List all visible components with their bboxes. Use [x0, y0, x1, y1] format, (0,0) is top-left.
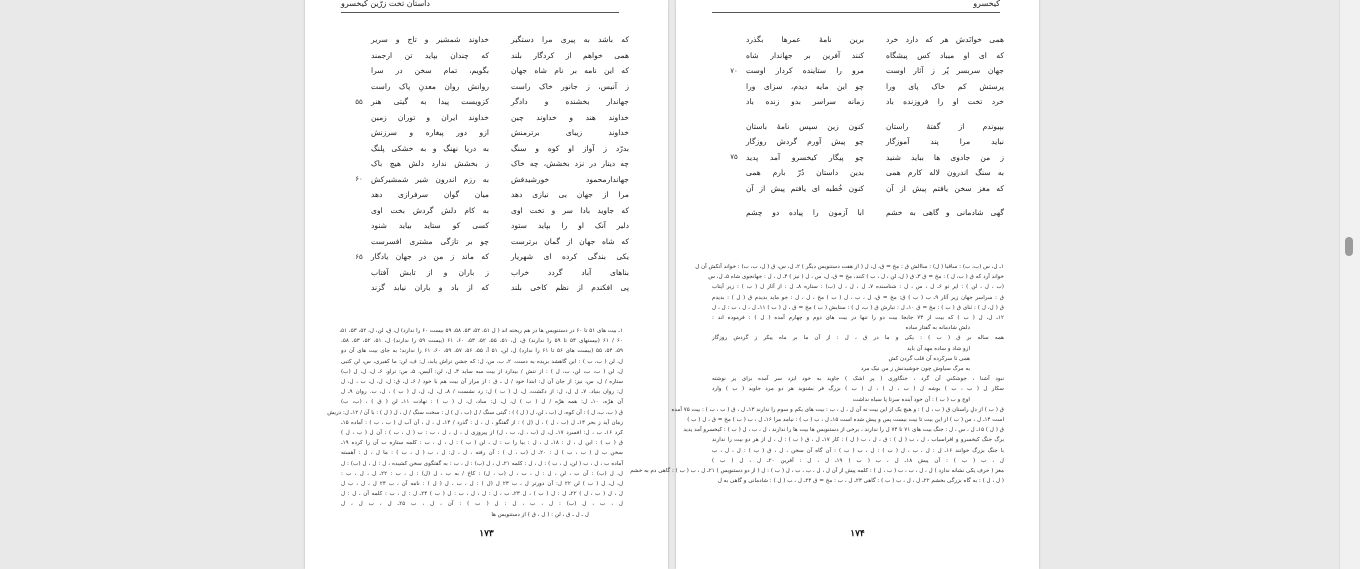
verse-row	[712, 79, 1004, 95]
verse-first-hemistich: خداوند هند و خداوند چین	[511, 112, 629, 122]
verse-row	[712, 205, 1004, 221]
verse-first-hemistich: که مغز سخن یافتم پیش از آن	[886, 183, 1004, 193]
verse-row	[712, 32, 1004, 48]
footnote-line: ل: روان بنیاد. ۷ـ ل ل، ل: از دکشت، ل، ل ( ب ) ل: رد نشست / ۸ـ ل، ل، ل، ل ( ب ) ، ل، ب. روان ۹ـ ل	[341, 389, 623, 396]
verse-first-hemistich: بدرّد ز آواز او کوه و سنگ	[511, 143, 629, 153]
footnote-line: ق ( ب ) از دلِ راستان ق ( ب ، ل ) : و هیچ یک از این بیت نه آن ل ، ل ، ب : بیت های یکم و سوم را ندارند ۱۳ـ ل ، ق ( ب ، ب ) : بیت ۷۵ آمده	[671, 406, 1004, 413]
verse-row	[339, 125, 629, 141]
verse-second-hemistich: ز باران و از تابش آفتاب	[371, 267, 489, 277]
footnote-line: خواند آرد که ق ( ب، ل ) : مخ = ق ۳ـ ق ( ل، لن ، ل ، ب ) کنند، مخ = ق، ل، س ، ل ( نیز ) ۴ـ ل ، ل : جهانجوی شاه ۵ـ ل، س	[708, 274, 1004, 281]
footnote-line: برگ جنگ کیخسرو و افراسیاب ، ل ، ب ( ل ) : ق ، ل ، ب ( ل ) : کار ۱۷ـ ل ، ق ( ب ) : ل ، ل از هر دو بیت را ندارند	[712, 437, 1005, 444]
verse-second-hemistich: که ماند ز من در جهان یادگار	[371, 252, 489, 262]
verse-first-hemistich: چه دینار در نزد بخشش، چه خاک	[511, 159, 629, 169]
page-number: ۱۷۳	[479, 529, 494, 539]
poem-verses	[712, 32, 1004, 221]
verse-second-hemistich: چو این مایه دیدم، سزای ورا	[746, 81, 864, 91]
verse-second-hemistich: خداوند شمشیر و تاج و سریر	[371, 35, 489, 45]
scrollbar-thumb[interactable]	[1345, 237, 1353, 256]
verse-row	[339, 32, 629, 48]
footnote-line: ل ، ب ، ل (ب) : ل ، ب ، ل : ل ( ب ) : آن ، ل ، ب ۲۵ـ ل ، ب ل ، ل	[341, 501, 623, 508]
verse-second-hemistich: به دریا نهنگ و به خشکی پلنگ	[371, 143, 489, 153]
footnote-line: همه ساله بر ق ( ب ) : یکی و ما در ق ، ل : از آن ما بر ماه پیکر ز گردش روزگار	[712, 335, 1004, 342]
footnote-line: با جنگ بزرگ خوانند ۱۶ـ ل : ل ، ب ، ل ( ب ) : ل ، ب ( ب ) : آن گاه آن سخن ، ل ، ق ( ب ) : ل ، ل ، ب	[712, 447, 1004, 454]
verse-second-hemistich: به رزم اندرون شیر شمشیرکش	[371, 174, 489, 184]
footnote-line: ل ، ل ( ب ، ل ) ۲۲ـ ل : ل ( ب ) ، ل ۲۳ـ ب ، ل : ل ، ل ، ب : ل ( ب ) ۲۴ـ ل : ل ، ب : کلمه آن ، ل : ل	[341, 491, 623, 498]
verse-row	[339, 110, 629, 126]
verse-first-hemistich: گهی شادمانی و گاهی به خشم	[886, 208, 1004, 218]
running-head: کیخسرو	[712, 0, 1000, 13]
verse-number: ۶۵	[355, 252, 363, 261]
verse-first-hemistich: بناهای آباد گردد خراب	[511, 267, 629, 277]
verse-first-hemistich: بپیوندم از گفتهٔ راستان	[886, 121, 1004, 131]
verse-number: ۵۵	[355, 97, 363, 106]
verse-second-hemistich: کنون خُطبه ای یافتم پیش از آن	[746, 183, 864, 193]
verse-first-hemistich: مرا از جهان بی نیازی دهد	[511, 190, 629, 200]
verse-second-hemistich: که از باد و باران نیابد گزند	[371, 283, 489, 293]
verse-first-hemistich: خداوند زیبای برترمنش	[511, 128, 629, 138]
footnote-line: ستاره / ل، س، نیز: از جان آن ل: ابتدا خود / ل ـ ق : از مرار آن بیت هم با خود / ۶ـ ل، ق: ل، ل، ل، ب ، ل، ل	[341, 379, 624, 386]
page-number: ۱۷۴	[850, 529, 865, 539]
verse-second-hemistich: برین نامهٔ عمرها بگذرد	[746, 35, 864, 45]
verse-second-hemistich: چو بر تازگی مشتری افسرست	[371, 236, 489, 246]
verse-first-hemistich: که شاه جهان از گمان برترست	[511, 236, 629, 246]
verse-second-hemistich: کنون زین سپس نامهٔ باستان	[746, 121, 864, 131]
poem-verses	[339, 32, 629, 296]
running-head: داستان تخت زرّین کیخسرو	[341, 0, 619, 13]
footnote-line: اوج و ب ( ب ) : آن خود آینده سرتا پا سیاه نداشت	[852, 396, 970, 403]
verse-first-hemistich: ز آنیس، ز جانور خاک راست	[511, 81, 629, 91]
footnote-line: نبود آشنا ، جوشکنیِ آن گرد ، جنگاوری ( پر اشک ) جاوید به خود ایزد سر آمده برای پر نوشته	[712, 376, 1004, 383]
verse-second-hemistich: روانش روان معدنِ پاک راست	[371, 81, 489, 91]
footnote-line: ل ، ب ( ب ) : آن پیش ۱۸ـ ل ، ب ( ب ) ۱۹ـ ل ، ل : آفرین ۲۰ـ ل ، ل ( ب )	[712, 457, 1004, 464]
verse-number: ۷۰	[730, 66, 738, 75]
verse-row	[339, 203, 629, 219]
footnote-line: ۵۹، ۵۴، ۵۵ (بیست های ۵۶ تا ۶۱ را ندارد) ل، لن، ۵۱ آ، ۵۵، ۵۶، ۵۷، ۵۹، ۶۰، ۶۱ را ندارند؛ به جای بیت های آن دو	[341, 348, 623, 355]
verse-first-hemistich: نباید مرا پند آموزگار	[886, 137, 1004, 147]
verse-first-hemistich: خرد تخت او را فروزنده باد	[886, 97, 1004, 107]
verse-second-hemistich: چو پیگار کیخسرو آمد پدید	[746, 152, 864, 162]
footnote-line: مغز ( حرف یکی نشانه ندارد ) ل ، ل ، ب ، ب ( ب ، ل ) : کلمه پیش از آن ل ، ل ، ب ، ب ، ل ( ب ) : ل ( از دو دستنویس ) ۲۱ـ ل ، ب ( ب ) : گاهی دم به خشم	[630, 468, 1004, 475]
verse-second-hemistich: ازو دور پیغاره و سرزنش	[371, 128, 489, 138]
footnote-line: ل، ل (ب) : آن ب ، لن ، ل : ل ، ب ، ل (ب ، ل) : کاخ / به ب ، ل (ل) : ل ، ب : ۲۲ـ ل ، ل ، ب :	[341, 470, 623, 477]
footnote-line: ق ( ب ) : این ل ، ل : ۱۸ـ ل ، ل : بیا را ب : ل ، لن ( ب ) : ل ، ل ، ب : کلمه ستاره ب آن را کرده ۱۹ـ	[341, 440, 624, 447]
footnote-line: ق ( ب، ب، ل ) : آن کوه، ل (ب ، لن، ل ( ل ) ) : گیتی سنگ / ل (ب ، ل ) ل : سخت سنگ / ل ، ل ( ل ) : با آن / ۱۲ـ ل: دریش	[327, 409, 623, 416]
verse-second-hemistich: زمانه سراسر بدو زنده باد	[746, 97, 864, 107]
verse-row	[339, 79, 629, 95]
verse-second-hemistich: مرو را ستاینده کردار اوست	[746, 66, 864, 76]
verse-row	[712, 165, 1004, 181]
footnote-line: آن هرّه، ۱۰ـ ل: همه هرّه / ل ( ب ) ل، ل، ل: ساد، ل، ل ( ب ) : نهادت ۱۱ـ لن ( ق ) ، (ب، ب)	[341, 399, 623, 406]
verse-second-hemistich: میان گوان سرفرازی دهد	[371, 190, 489, 200]
page-173	[305, 0, 668, 569]
vertical-scrollbar[interactable]	[1339, 0, 1360, 569]
verse-first-hemistich: پی افکندم از نظم کاخی بلند	[511, 283, 629, 293]
footnote-line: سکار ل ( ب ، ب ) بوشه ل ( ب ، ل ) ، ل ( ب ) بزرگ فر بشنوید هر دو مرد جاوید ( ب ) وارد	[712, 386, 1004, 393]
verse-first-hemistich: که این نامه بر نام شاه جهان	[511, 66, 629, 76]
verse-number: ۷۵	[730, 153, 738, 162]
verse-row	[339, 234, 629, 250]
verse-row	[339, 218, 629, 234]
footnote-line: همی تا سرکرده آن قلب گردن کش	[888, 355, 970, 362]
footnote-line: ۱۲ـ ل، ل ( ب ) که بیت از ۷۳ جابجا بیت دو را تنها در بیت های دوم و چهارم آمده ( ل ) : فرموده اند :	[712, 315, 1004, 322]
footnote-line: زمان آید ز بحر ۱۳ـ ل (ب ، ل ) ، ل (ل ) : از گفتگو ، ل ، ل : گذرد / ۱۴ـ ل ، ل ، آن آب ل ( ب ، ب ) : آماده ۱۵ـ	[341, 419, 623, 426]
footnote-line: ل، لن ( ب، ب، لن، ب، ل ) : از تنش / بیدارد از بیت سه ساید ۳ـ ل، لن: آلیس. ۵ـ س: تراو. ۶ـ ل، ل، ل (ب)	[341, 368, 624, 375]
verse-second-hemistich: بدین داستان دُرّ بارم همی	[746, 168, 864, 178]
footnote-line: است ۱۴ـ ل ، س ( ب ) از این بیت تا بیت بیست پس و پیش شده است ۱۵ـ ل ، ب ( ب ) : نیامد مرا ۱۶ـ ل ، ب ( ب ) مخ = ق ، ل ( ب )	[687, 417, 1004, 424]
footnotes	[327, 326, 624, 520]
verse-second-hemistich: کنند آفرین بر جهاندار شاه	[746, 50, 864, 60]
verse-first-hemistich: همی خواهم از کردگار بلند	[511, 50, 629, 60]
verse-row	[712, 63, 1004, 79]
verse-second-hemistich: خداوند ایران و توران زمین	[371, 112, 489, 122]
verse-first-hemistich: پرستش کم خاک پای ورا	[886, 81, 1004, 91]
verse-row	[339, 187, 629, 203]
footnote-line: ۱ـ ل، س (ب، ب) : ساقیا ( ل) : ساالش ق : مخ = ق، ل، ل ( از هفت دستنویس دیگر ) ۲ـ ل، س، ق ( ل، ب، ب) : خواند آنکش آن ل	[695, 264, 1004, 270]
verse-row	[339, 249, 629, 265]
verse-second-hemistich: ابا آزمون را پیاده دو چشم	[746, 208, 864, 218]
verse-row	[339, 94, 629, 110]
verse-row	[339, 156, 629, 172]
verse-first-hemistich: جهاندارمحمود خورشیدفش	[511, 174, 629, 184]
page-174	[630, 0, 1039, 569]
verse-row	[339, 280, 629, 296]
footnote-line: ازو شاد و ساده مهد آن باید	[907, 345, 970, 352]
footnote-line: ل، ل، ل ( ب ) لن ۲۲ ل: آن دورتر ل ، ب ۲۳ ل (ل ) : ل ، ب ، ل ( ل ) : نامه آن ، ب ۲۴ ل ، ل ، ب ل	[341, 481, 624, 488]
verse-second-hemistich: کزویست پیدا به گیتی هنر	[371, 97, 489, 107]
verse-row	[339, 63, 629, 79]
verse-first-hemistich: ز من جادوی ها بباید شنید	[886, 152, 1004, 162]
footnote-line: ل، لن ( ب، ب ) : این گاهشد بریده به دست. ۲ـ ب، س، ل: که جشن تراش یابد، ل: ف، لن: ما کفیری، س، لن کتبی	[341, 358, 623, 365]
verse-first-hemistich: که جاوید بادا سر و تخت اوی	[511, 205, 629, 215]
verse-second-hemistich: ز بخشش ندارد دلش هیچ باک	[371, 159, 489, 169]
footnote-line: ( ل ، ل ) : به گاه بزرگی بخشم ۲۲ـ ل ، ل ، ب ( ب ) : گاهی ۲۳ـ ل ، ب : مخ = ق ۲۴ـ ل ، ب ( ل ) : شادمانی و گاهی به ل	[717, 478, 1004, 485]
footnote-line: ق ( ل ) ۱۵ـ ل ، س ، ل : جنگ بیت های ۷۱ تا ۷۴ ل را ندارند ، برخی از دستنویس ها بیت ها را ندارند ، ل ، ب ، ل ( ب ) : کیخسرو آمد پدید	[683, 427, 1004, 434]
verse-row	[712, 181, 1004, 197]
verse-row	[712, 94, 1004, 110]
verse-row	[339, 48, 629, 64]
footnote-line: دلش شادمانه به گفتار ساده	[905, 325, 970, 332]
verse-row	[712, 48, 1004, 64]
verse-second-hemistich: به کام دلش گردش بخت اوی	[371, 205, 489, 215]
footnote-line: ۶۰ / ۶۱ (بیستهای ۵۴ تا ۵۹ را ندارند) ق، ل، ۵۱، ۵۵، ۵۲، ۵۳، ۶۰، ۶۱ (بیست ۵۹ را ندارند) ل، ۵۱، ۵۲، ۵۳، ۵۸،	[341, 338, 623, 345]
footnotes	[630, 262, 1005, 486]
verse-second-hemistich: بگویم، تمام سخن در سرا	[371, 66, 489, 76]
verse-number: ۶۰	[355, 175, 363, 184]
footnote-line: به مرگ سیاوش چون جوشیدنش ز من نیک مرد	[860, 366, 970, 373]
verse-first-hemistich: همی خوانَدش هر که دارد خرد	[886, 35, 1004, 45]
verse-first-hemistich: یکی بندگی کرده ای شهریار	[511, 252, 629, 262]
verse-first-hemistich: که باشد به پیری مرا دستگیر	[511, 35, 629, 45]
footnote-line: سخن ب ل ( ب ، ب ) ل : ۲۰ـ ل (ب ، ل ) : آن رفته ، ل ، ل: ل ، ب ( ل ، ب ) : ما ل ، ل : آهسته	[341, 450, 623, 457]
footnote-line: ۱ـ بیت های ۵۱ تا ۶۰ در دستنویس ها در هم ریخته اند ( ل ۵۱، ۵۲، ۵۳، ۵۸، ۵۹ بیست ۶۰ را ندارد) ل، ق، لن، ل، ۵۲، ۵۳، ۵۱،	[339, 328, 623, 334]
verse-row	[339, 141, 629, 157]
verse-second-hemistich: که چندان بپاید تن ارجمند	[371, 50, 489, 60]
verse-first-hemistich: که ای او میباد کس پیشگاه	[886, 50, 1004, 60]
verse-first-hemistich: جهان سربسر پُر ز آثار اوست	[886, 66, 1004, 76]
verse-second-hemistich: چو پیش آورم گردش روزگار	[746, 137, 864, 147]
verse-first-hemistich: جهاندار بخشنده و دادگر	[511, 97, 629, 107]
verse-row	[339, 265, 629, 281]
verse-second-hemistich: کسی کو ستاید بیاید شنود	[371, 221, 489, 231]
verse-row	[712, 119, 1004, 135]
footnote-line: (ب ، ل ، لن ) : ایر تو ۶ـ ل ، س ، ل : شناسنده ۷ـ ل ، ل ، ل (ب) : ستاره ۸ـ ل : از آثار ل ( ب ) : زیر آیتاب	[712, 284, 1004, 291]
verse-row	[712, 150, 1004, 166]
footnote-line: ل ـ ل ـ ق ، لن : ( ل ، ق ) از دستنویس ها	[491, 511, 589, 518]
verse-row	[712, 134, 1004, 150]
verse-first-hemistich: به سنگ اندرون لاله کارم همی	[886, 168, 1004, 178]
footnote-line: آماده ب ، ل ، ب ( لن، ل ، ب ) : ل ، ل : کلمه ۲۱ـ ل ، ل (ب) : ل ، ب : به گفتگوی سخن کشیده ، ل : ل ، ل (ب) : ل	[341, 460, 623, 467]
verse-first-hemistich: دلیر آنک او را بپاید ستود	[511, 221, 629, 231]
footnote-line: کرد ۱۶ـ ب ، ل: افسرد ۱۷ـ ل، ل (ب ، ل، ب ، ل) از پیروزی ل ، ل ، ل ، ب : ب ( ل ، ب ) : آن ل ( ب ، ل )	[341, 430, 623, 437]
footnote-line: ق : سراسر جهان زیر آثار ۹ـ ب ( ب ) ق: مخ = ق، ل ، ب ، ل ( ب ) مخ ، ل ، ل : جو ماید بدیدم ق ( ل ) : بدیدم	[712, 294, 1004, 301]
footnote-line: ق ( ل، ل ) : ثنای ق ( ب ) : مخ = ق ۱۰ـ ل : تبارش ق ( ب، ل ) : ستایش ( ب ) مخ = ق ، ل ( ب ) ۱۱ـ ل ، ل ، ب : ل ، ل	[712, 304, 1004, 311]
verse-row	[339, 172, 629, 188]
